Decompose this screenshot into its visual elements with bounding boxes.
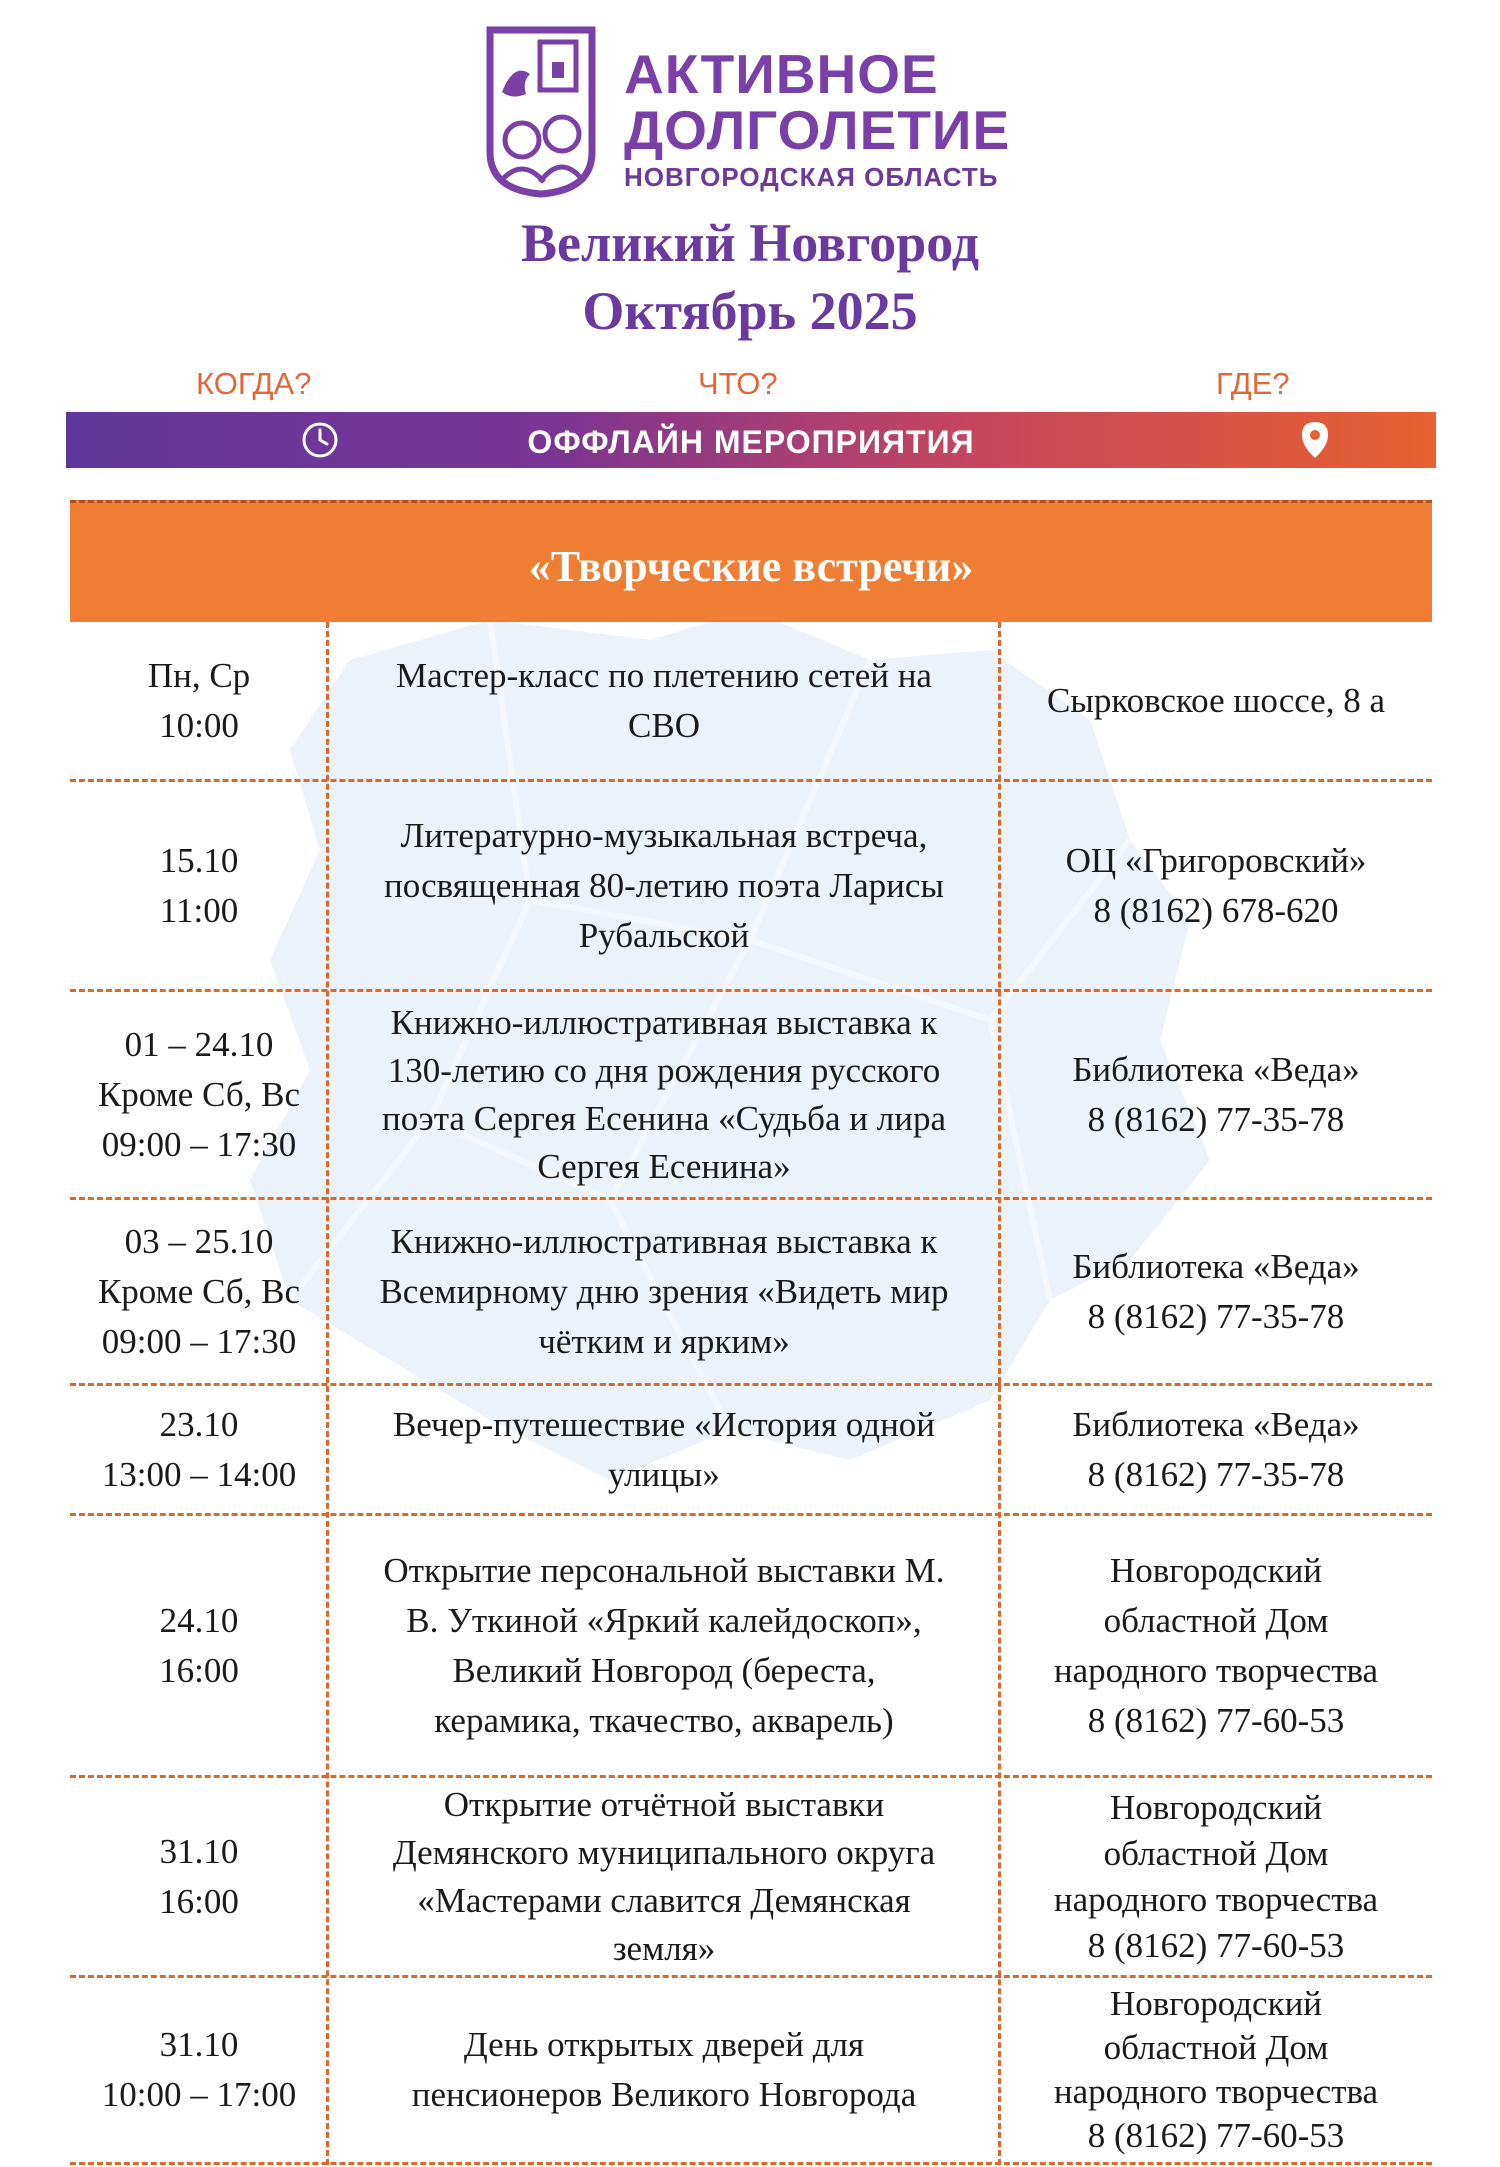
bar-title: ОФФЛАЙН МЕРОПРИЯТИЯ (527, 424, 975, 460)
cell-when: 31.10 10:00 – 17:00 (101, 2025, 297, 2114)
question-when: КОГДА? (196, 366, 312, 401)
logo-line-1: АКТИВНОЕ (624, 43, 939, 105)
cell-what: День открытых дверей для пенсионеров Великого Новгорода (411, 2025, 917, 2114)
table-row (70, 1978, 1432, 2165)
logo-line-3: НОВГОРОДСКАЯ ОБЛАСТЬ (624, 162, 999, 192)
question-what: ЧТО? (698, 366, 778, 401)
cell-where: Библиотека «Веда» 8 (8162) 77-35-78 (1072, 1404, 1360, 1494)
cell-what: Вечер-путешествие «История одной улицы» (392, 1404, 936, 1494)
section-title: «Творческие встречи» (528, 542, 974, 591)
cell-when: 23.10 13:00 – 14:00 (101, 1404, 297, 1494)
cell-what: Книжно-иллюстративная выставка к Всемирному дню зрения «Видеть мир чётким и ярким» (379, 1221, 949, 1361)
cell-where: Новгородский областной Дом народного творчества 8 (8162) 77-60-53 (1053, 1550, 1379, 1740)
table-row (70, 622, 1432, 782)
table-row (70, 1386, 1432, 1516)
logo-text (624, 43, 1011, 192)
section-header (70, 500, 1432, 622)
table-row (70, 1200, 1432, 1386)
cell-when: 15.10 11:00 (159, 840, 239, 930)
logo-active-longevity (478, 22, 1038, 202)
logo-line-2: ДОЛГОЛЕТИЕ (624, 99, 1011, 161)
cell-what: Литературно-музыкальная встреча, посвященная 80-летию поэта Ларисы Рубальской (384, 815, 944, 955)
cell-what: Книжно-иллюстративная выставка к 130-летию со дня рождения русского поэта Сергея Есенина «Судьба и лира Сергея Есенина» (382, 1002, 946, 1186)
cell-when: 03 – 25.10 Кроме Сб, Вс 09:00 – 17:30 (97, 1221, 301, 1361)
cell-where: ОЦ «Григоровский» 8 (8162) 678-620 (1065, 840, 1367, 930)
cell-where: Библиотека «Веда» 8 (8162) 77-35-78 (1072, 1246, 1360, 1336)
cell-what: Открытие отчётной выставки Демянского муниципального округа «Мастерами славится Демянская земля» (392, 1784, 936, 1968)
question-where: ГДЕ? (1216, 366, 1290, 401)
cell-where: Сырковское шоссе, 8 а (1046, 680, 1386, 720)
column-divider (326, 622, 329, 2165)
cell-when: 31.10 16:00 (159, 1831, 239, 1921)
cell-where: Новгородский областной Дом народного творчества 8 (8162) 77-60-53 (1053, 1787, 1379, 1965)
schedule-table (70, 500, 1432, 2165)
cell-when: Пн, Ср 10:00 (147, 655, 251, 745)
table-row (70, 1778, 1432, 1978)
map-pin-icon (1300, 420, 1330, 460)
cell-where: Новгородский областной Дом народного творчества 8 (8162) 77-60-53 (1053, 1984, 1379, 2155)
cell-when: 01 – 24.10 Кроме Сб, Вс 09:00 – 17:30 (97, 1024, 301, 1164)
table-row (70, 992, 1432, 1200)
table-row (70, 782, 1432, 992)
cell-what: Мастер-класс по плетению сетей на СВО (396, 655, 932, 745)
cell-where: Библиотека «Веда» 8 (8162) 77-35-78 (1072, 1049, 1360, 1139)
emblem-icon (478, 22, 604, 198)
cell-what: Открытие персональной выставки М. В. Уткиной «Яркий калейдоскоп», Великий Новгород (береста, керамика, ткачество, акварель) (383, 1550, 945, 1740)
column-divider (998, 622, 1001, 2165)
city-title: Великий Новгород (520, 213, 980, 273)
month-title: Октябрь 2025 (582, 281, 918, 341)
cell-when: 24.10 16:00 (159, 1600, 239, 1690)
offline-events-bar (66, 412, 1436, 468)
table-row (70, 1516, 1432, 1778)
